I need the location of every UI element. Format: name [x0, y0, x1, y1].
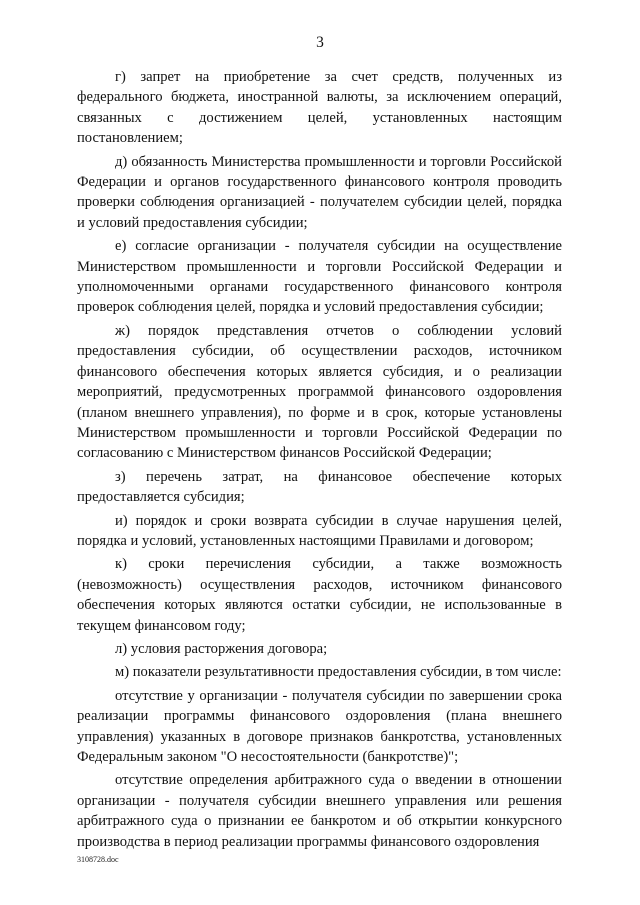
- paragraph-k: к) сроки перечисления субсидии, а также возможность (невозможность) осуществления расходов, источником финансового обеспечения которых являются остатки субсидии, не использованные в текущем финансовом году;: [77, 556, 562, 634]
- document-body: [77, 67, 562, 855]
- page-number: 3: [316, 34, 324, 51]
- paragraph-i: и) порядок и сроки возврата субсидии в случае нарушения целей, порядка и условий, установленных настоящими Правилами и договором;: [77, 512, 562, 549]
- paragraph-indicator-2: отсутствие определения арбитражного суда о введении в отношении организации - получателя субсидии внешнего управления или решения арбитражного суда о признании ее банкротом и об открытии конкурсного производства в период реализации программы финансового оздоровления: [77, 772, 562, 850]
- paragraph-g: г) запрет на приобретение за счет средств, полученных из федерального бюджета, иностранной валюты, за исключением операций, связанных с достижением целей, установленных настоящим постановлением;: [77, 69, 562, 147]
- paragraph-z: з) перечень затрат, на финансовое обеспечение которых предоставляется субсидия;: [77, 468, 562, 506]
- paragraph-e: е) согласие организации - получателя субсидии на осуществление Министерством промышленности и торговли Российской Федерации и уполномоченными органами государственного финансового контроля проверок соблюдения целей, порядка и условий предоставления субсидии;: [77, 238, 562, 316]
- paragraph-indicator-1: отсутствие у организации - получателя субсидии по завершении срока реализации программы финансового оздоровления (плана внешнего управления) указанных в договоре признаков банкротства, установленных Федеральным законом "О несостоятельности (банкротстве)";: [77, 687, 562, 765]
- paragraph-l: л) условия расторжения договора;: [115, 640, 328, 657]
- paragraph-d: д) обязанность Министерства промышленности и торговли Российской Федерации и органов государственного финансового контроля проводить проверки соблюдения организацией - получателем субсидии целей, порядка и условий предоставления субсидии;: [77, 153, 562, 231]
- footer-doc-id: 3108728.doc: [77, 855, 119, 864]
- paragraph-zh: ж) порядок представления отчетов о соблюдении условий предоставления субсидии, об осуществлении расходов, источником финансового обеспечения которых является субсидия, и о реализации мероприятий, предусмотренных программой финансового оздоровления (планом внешнего управления), по форме и в срок, которые установлены Министерством промышленности и торговли Российской Федерации по согласованию с Министерством финансов Российской Федерации;: [77, 322, 562, 462]
- paragraph-m: м) показатели результативности предоставления субсидии, в том числе:: [115, 664, 562, 681]
